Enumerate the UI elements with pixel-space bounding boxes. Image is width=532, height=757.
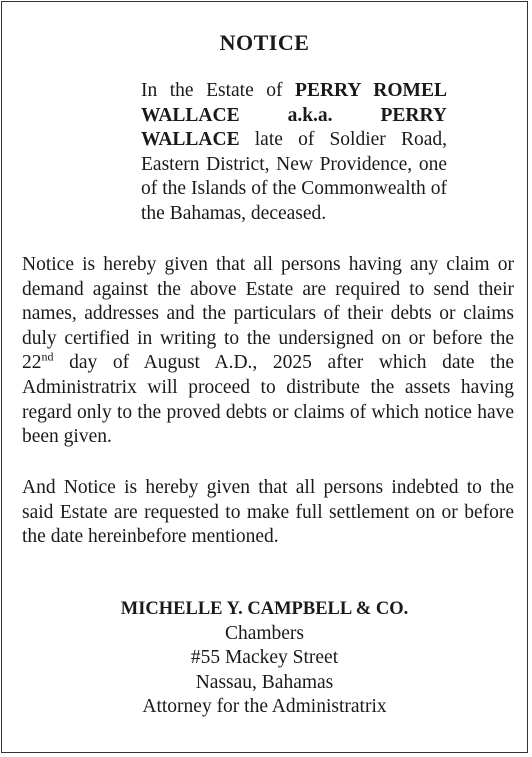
signature-block (2, 597, 527, 720)
signature-line-role: Attorney for the Administratrix (142, 696, 387, 718)
claims-day-suffix: nd (41, 349, 54, 364)
estate-details: late of Soldier Road, Eastern District, New Providence, one of the Islands of the Commonwealth of the Bahamas, deceased. (141, 129, 447, 224)
claims-day: 22 (22, 352, 42, 374)
signature-line-city: Nassau, Bahamas (195, 671, 334, 693)
signature-line-chambers: Chambers (224, 622, 305, 644)
estate-intro: In the Estate of (141, 80, 296, 101)
notice-title: NOTICE (219, 30, 310, 55)
claims-paragraph (22, 253, 514, 450)
debtors-paragraph: And Notice is hereby given that all persons indebted to the said Estate are requested to make full settlement on or before the date hereinbefore mentioned. (22, 477, 514, 548)
estate-paragraph (141, 79, 447, 227)
firm-name: MICHELLE Y. CAMPBELL & CO. (120, 599, 409, 619)
notice-frame (1, 1, 528, 753)
deceased-name: PERRY ROMEL WALLACE a.k.a. PERRY WALLACE (141, 80, 447, 151)
claims-text-start: Notice is hereby given that all persons having any claim or demand against the above Estate are required to send their names, addresses and the particulars of their debts or claims duly certified in writing to the undersigned on or before the (22, 254, 514, 349)
signature-line-street: #55 Mackey Street (190, 647, 339, 669)
claims-text-end: day of August A.D., 2025 after which date the Administratrix will proceed to distribute the assets having regard only to the proved debts or claims of which notice have been given. (22, 352, 514, 448)
